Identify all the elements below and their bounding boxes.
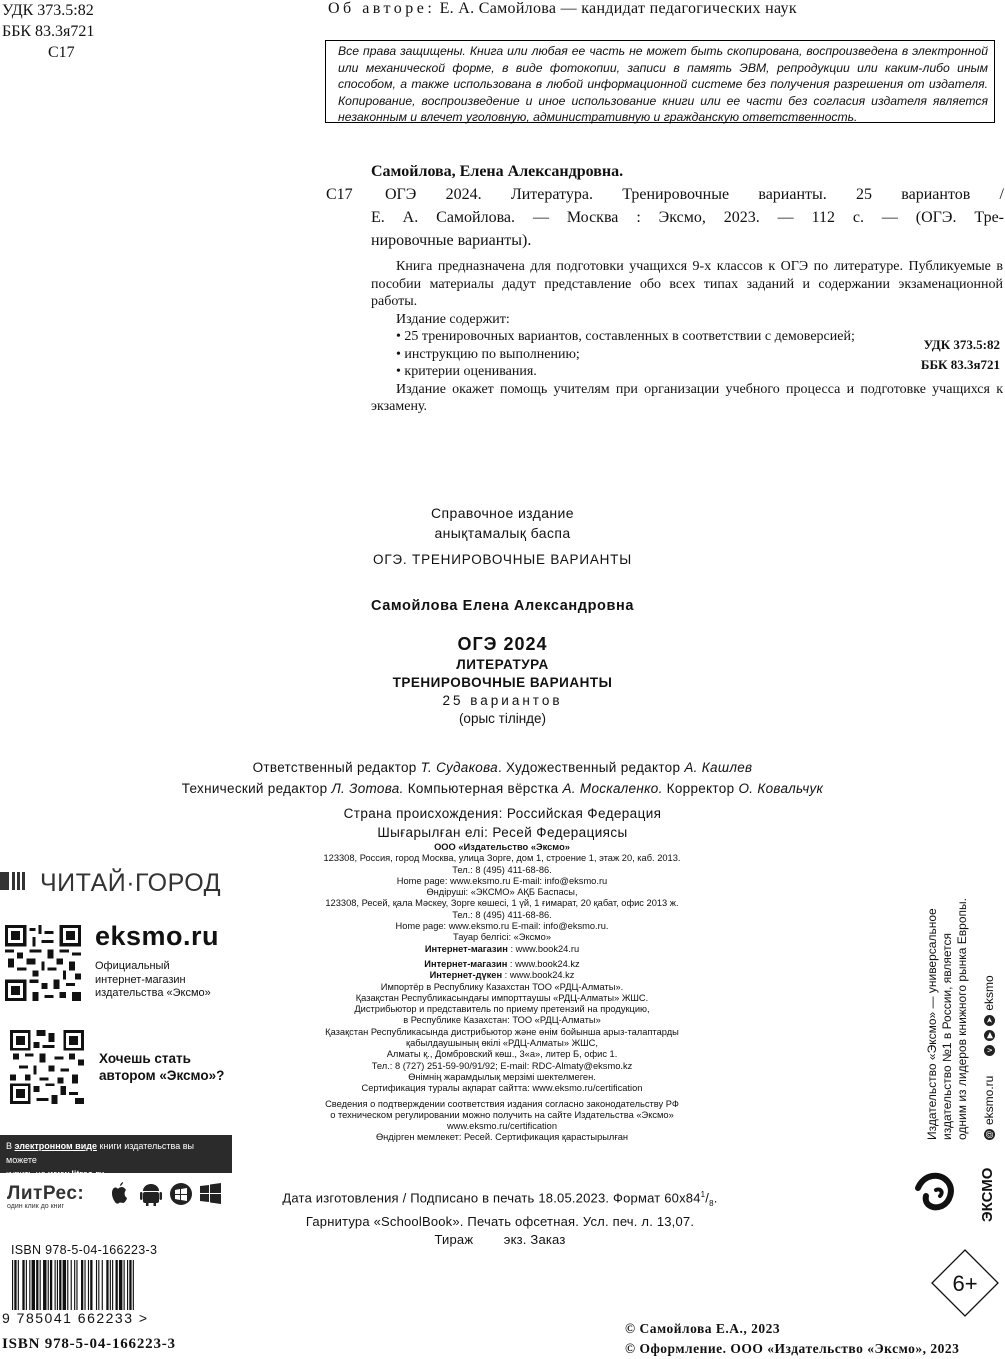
editor-role: Ответственный редактор [252,760,421,775]
kz-line: в Республике Казахстан: ТОО «РДЦ-Алматы» [403,1015,601,1026]
kz-line: Сертификация туралы ақпарат сайтта: www.eksmo.ru/certification [361,1083,643,1094]
eksmo-qr-code-icon[interactable] [5,925,81,1005]
annotation-bullet: • инструкцию по выполнению; [396,346,580,362]
barcode-bar [26,1260,27,1310]
chitai-gorod-logo [0,869,221,899]
copyright [625,1319,959,1359]
editor-name: Т. Судакова [420,760,498,775]
cert-line: Өндірген мемлекет: Ресей. Сертификация қарастырылған [375,1132,629,1143]
book-subtitle: ТРЕНИРОВОЧНЫЕ ВАРИАНТЫ [392,675,613,690]
reference-type-ru: Справочное издание [431,505,574,521]
author-name: Самойлова Елена Александровна [370,598,635,614]
about-author [328,0,797,18]
social-handle[interactable]: eksmo [982,975,996,1011]
author-qr-code-icon[interactable] [10,1030,84,1108]
barcode-digits: 9 785041 662233 > [2,1310,149,1326]
slogan-line: одним из лидеров книжного рынка Европы. [955,898,969,1140]
editor-name: А. Кашлев [684,760,753,775]
publisher-name: ООО «Издательство «Эксмо» [434,842,570,852]
age-rating-badge [930,1248,1000,1318]
age-rating-text: 6+ [952,1271,978,1296]
publisher-line: Өндіруші: «ЭКСМО» АҚБ Баспасы, [426,887,578,898]
format-fraction-num: 1 [700,1190,706,1199]
eksmo-desc-line: Официальный [95,960,170,972]
barcode-bar [81,1260,83,1310]
kz-line: Қазақстан Республикасында дистрибьютор және өнім бойынша арыз-талаптарды [325,1026,679,1037]
barcode-bar [84,1260,85,1310]
android-icon [140,1184,162,1206]
publisher-line: Тел.: 8 (495) 411-68-86. [452,864,552,875]
editor-name: А. Москаленко. [562,781,663,796]
barcode-bar [127,1260,128,1310]
vk-icon: v [984,1045,995,1056]
publisher-info [290,842,714,1144]
editor-role: Компьютерная вёрстка [403,781,563,796]
become-author-line: автором «Эксмо»? [99,1068,225,1083]
isbn-small: ISBN 978-5-04-166223-3 [11,1243,158,1257]
barcode-bar [32,1260,35,1310]
udk-block-top [2,0,94,63]
series-name: ОГЭ. ТРЕНИРОВОЧНЫЕ ВАРИАНТЫ [373,552,632,567]
biblio-line3: нировочные варианты). [371,232,532,249]
litres-tagline: один клик до книг [7,1203,65,1210]
editor-role: . Художественный редактор [497,760,685,775]
kz-line: қабылдаушының өкілі «РДЦ-Алматы» ЖШС, [406,1038,598,1049]
editor-name: Л. Зотова. [331,781,404,796]
barcode-bar [90,1260,92,1310]
chitai-gorod-mark-icon [0,870,36,899]
barcode-bar [12,1260,13,1310]
book-title: ОГЭ 2024 [457,634,548,654]
eksmo-desc-line: издательства «Эксмо» [95,987,211,999]
windows-phone-icon [170,1183,192,1205]
kz-line: Импортёр в Республику Казахстан ТОО «РДЦ-Алматы». [380,981,624,992]
barcode-bar [116,1260,118,1310]
annotation-bullet: • 25 тренировочных вариантов, составленных в соответствии с демоверсией; [396,329,855,344]
annotation-p2: Издание содержит: [396,311,510,327]
copyright-line: © Самойлова Е.А., 2023 [625,1321,781,1336]
bbk-code: ББК 83.3я721 [2,23,95,40]
become-author-line: Хочешь стать [99,1051,191,1066]
biblio-line1: ОГЭ 2024. Литература. Тренировочные варианты. 25 вариантов / [385,186,1004,203]
annotation [371,258,1003,416]
editor-name: О. Ковальчук [738,781,824,796]
book-variants: 25 вариантов [442,693,563,708]
barcode-bar [18,1260,19,1310]
shop-label: Интернет-магазин [424,958,508,969]
print-line-end: . [713,1190,718,1206]
barcode-bar [67,1260,68,1310]
annotation-p1: Книга предназначена для подготовки учащихся 9-х классов к ОГЭ по литературе. Публикуемые в пособии материалы дадут представление обо всех типах заданий и содержании экзаменационной работы. [371,259,1003,309]
barcode-bar [76,1260,77,1310]
barcode-bar [112,1260,113,1310]
shop-label: Интернет-магазин [424,943,508,954]
kz-line: Тел.: 8 (727) 251-59-90/91/92; E-mail: RDC-Almaty@eksmo.kz [371,1060,633,1071]
barcode-bar [55,1260,56,1310]
shop-label: Интернет-дүкен [429,970,503,981]
eksmo-social [982,975,996,1140]
print-line: Тираж экз. Заказ [434,1231,566,1247]
shop-url: : www.book24.ru [507,943,580,954]
reference-type-kz: анықтамалық баспа [434,525,571,541]
about-author-text: Е. А. Самойлова — кандидат педагогических наук [439,0,797,17]
litres-link[interactable]: www.litres.ru [48,1169,105,1179]
bibliographic-entry [326,160,1004,252]
litres-text: книги издательства вы можете [6,1141,194,1165]
barcode-bar [124,1260,125,1310]
barcode-bar [71,1260,72,1310]
web-icon: @ [984,1130,994,1139]
kz-line: Алматы қ., Домбровский көш., 3«а», литер Б, офис 1. [386,1049,618,1060]
udk-code: УДК 373.5:82 [923,337,1000,352]
litres-text: купить на [6,1169,49,1179]
barcode-bar [29,1260,30,1310]
bbk-code: ББК 83.3я721 [920,357,1000,372]
format-fraction-den: 8 [709,1198,714,1208]
publisher-line: 123308, Россия, город Москва, улица Зорге, дом 1, строение 1, этаж 20, каб. 2013. [323,853,681,864]
eksmo-site-link[interactable]: eksmo.ru [95,921,220,951]
editor-role: Технический редактор [181,781,332,796]
cert-line: о техническом регулировании можно получить на сайте Издательства «Эксмо» [330,1109,674,1120]
barcode-bar [98,1260,99,1310]
store-icons [110,1181,230,1211]
social-site[interactable]: eksmo.ru [982,1075,996,1125]
eksmo-logo-text: ЭКСМО [979,1167,996,1222]
country-ru: Страна происхождения: Российская Федерация [343,806,662,821]
shop-line [290,944,714,955]
barcode-bar [59,1260,61,1310]
annotation-p3: Издание окажет помощь учителям при организации учебного процесса и подготовке учащихся к экзамену. [371,381,1003,414]
biblio-code: С17 [326,186,353,203]
barcode-bar [110,1260,111,1310]
country-kz: Шығарылған елі: Ресей Федерациясы [377,825,628,840]
biblio-author: Самойлова, Елена Александровна. [371,163,624,180]
chitai-gorod-text: ЧИТАЙ·ГОРОД [40,869,222,897]
barcode-icon [10,1260,178,1316]
litres-text-underlined: электронном виде [14,1141,97,1151]
cert-line: www.eksmo.ru/certification [446,1121,558,1132]
eksmo-desc-line: интернет-магазин [95,973,186,986]
litres-text: В [6,1141,15,1151]
title-block [0,632,1005,728]
print-line: Гарнитура «SchoolBook». Печать офсетная. Усл. печ. л. 13,07. [305,1213,695,1229]
barcode-bar [48,1260,49,1310]
barcode-bar [102,1260,103,1310]
barcode-bar [88,1260,89,1310]
publisher-line: Тел.: 8 (495) 411-68-86. [452,909,552,920]
cert-line: Сведения о подтверждении соответствия издания согласно законодательству РФ [325,1098,679,1109]
author-sign: С17 [48,44,75,61]
become-author-text [99,1050,224,1084]
annotation-bullet: • критерии оценивания. [396,364,537,379]
eksmo-site-description [95,960,211,1001]
eksmo-logo [910,1160,1000,1244]
rights-notice: Все права защищены. Книга или любая ее часть не может быть скопирована, воспроизведена в электронной или механической форме, в виде фотокопии, записи в память ЭВМ, репродукции или каким-либо иным способом, а также использована в любой информационной системе без получения разрешения от издателя. Копирование, воспроизведение и иное использование книги или ее части без согласия издателя является незаконным и влечет уголовную, административную и гражданскую ответственность. [325,40,995,123]
editor-role: Корректор [662,781,739,796]
eksmo-swirl-icon [918,1176,951,1208]
copyright-line: © Оформление. ООО «Издательство «Эксмо», 2023 [625,1341,960,1356]
udk-block-right [921,335,1000,375]
biblio-line2: Е. А. Самойлова. — Москва : Эксмо, 2023. — 112 с. — (ОГЭ. Тре- [371,209,1004,226]
kz-line: Қазақстан Республикасындағы импорттаушы «РДЦ-Алматы» ЖШС. [355,992,649,1003]
barcode-bar [43,1260,46,1310]
shop-url: : www.book24.kz [507,958,580,969]
barcode-bar [57,1260,58,1310]
barcode-bar [50,1260,52,1310]
isbn-bottom: ISBN 978-5-04-166223-3 [2,1336,176,1352]
kz-line: Өнімнің жарамдылық мерзімі шектелмеген. [408,1071,596,1082]
barcode-bar [133,1260,134,1310]
barcode-bar [14,1260,16,1310]
barcode-bar [40,1260,41,1310]
udk-code: УДК 373.5:82 [2,2,94,19]
publisher-line: 123308, Ресей, қала Мәскеу, Зорге көшесі, 1 үй, 1 ғимарат, 20 қабат, офис 2013 ж. [325,898,679,909]
editors [0,757,1005,799]
barcode-bar [106,1260,108,1310]
shop-url: : www.book24.kz [502,970,575,981]
windows-icon [200,1183,221,1204]
eksmo-slogan [925,898,970,1140]
reference-type [0,503,1005,543]
barcode-bar [36,1260,38,1310]
barcode-bar [22,1260,24,1310]
publisher-line: Home page: www.eksmo.ru E-mail: info@eksmo.ru [396,875,608,886]
shop-line [290,970,714,981]
book-language: (орыс тілінде) [458,711,547,726]
telegram-icon: ➤ [984,1015,995,1026]
shop-line [290,959,714,970]
print-line: Дата изготовления / Подписано в печать 18.05.2023. Формат 60x84 [282,1190,701,1206]
barcode-bar [129,1260,131,1310]
country-of-origin [0,804,1005,842]
barcode-bar [119,1260,122,1310]
litres-logo: ЛитРес: [7,1183,85,1204]
apple-icon [112,1182,127,1204]
publisher-line: Home page: www.eksmo.ru E-mail: info@eksmo.ru. [395,921,609,932]
slogan-line: издательство №1 в России, является [940,932,954,1140]
barcode-bar [96,1260,97,1310]
publisher-line: Тауар белгісі: «Эксмо» [452,932,552,943]
youtube-icon: ▶ [984,1030,995,1041]
kz-line: Дистрибьютор и представитель по приему претензий на продукцию, [354,1004,650,1015]
about-author-label: Об авторе: [328,0,436,17]
print-info: Дата изготовления / Подписано в печать 18.05.2023. Формат $60x84^1/_8$. Гарнитура «SchoolBook». Печать офсетная. Усл. печ. л. 13,07. Тираж экз. Заказ [230,1186,770,1249]
slogan-line: Издательство «Эксмо» — универсальное [925,908,939,1140]
book-subject: ЛИТЕРАТУРА [456,657,549,672]
litres-banner [0,1135,232,1179]
barcode-bar [63,1260,66,1310]
barcode-bar [74,1260,75,1310]
